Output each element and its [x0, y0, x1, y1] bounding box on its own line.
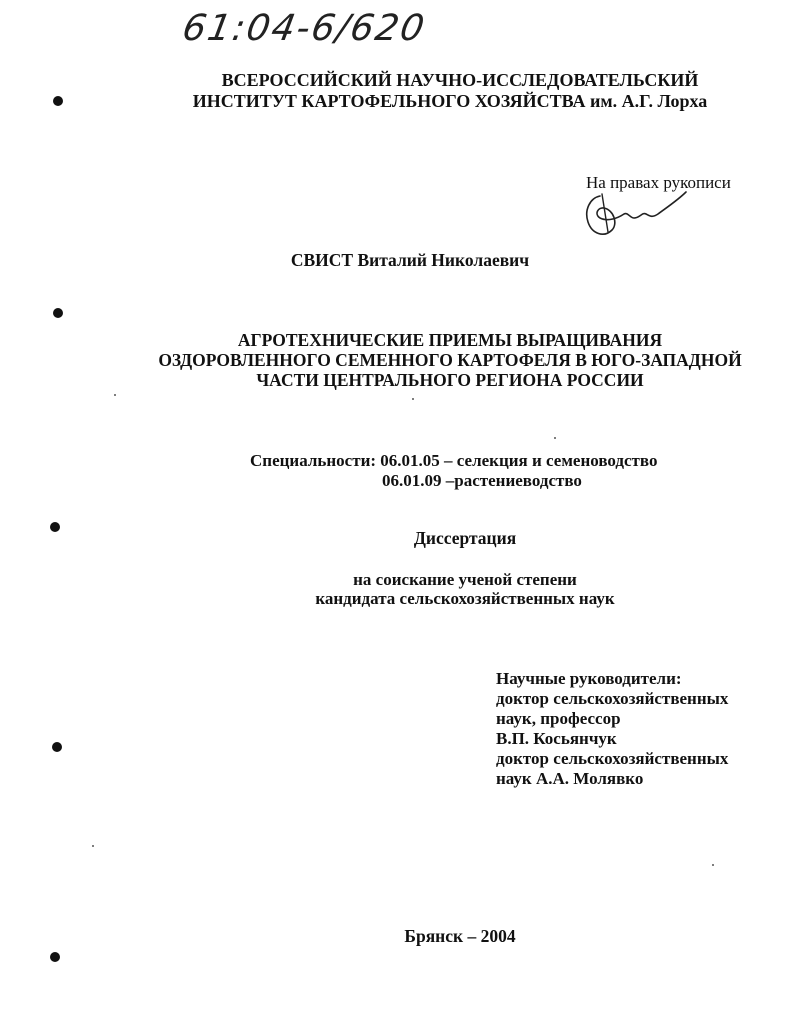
supervisors-line-3: В.П. Косьянчук [496, 729, 617, 748]
punch-hole-icon [53, 308, 63, 318]
scan-speck [712, 864, 714, 866]
scan-speck [114, 394, 116, 396]
supervisors-heading: Научные руководители: [496, 669, 682, 688]
title-line-1: АГРОТЕХНИЧЕСКИЕ ПРИЕМЫ ВЫРАЩИВАНИЯ [237, 330, 663, 350]
punch-hole-icon [50, 522, 60, 532]
title-line-2: ОЗДОРОВЛЕННОГО СЕМЕННОГО КАРТОФЕЛЯ В ЮГО-ЗАПАДНОЙ [158, 350, 742, 370]
punch-hole-icon [50, 952, 60, 962]
scan-speck [554, 437, 556, 439]
scan-speck [92, 845, 94, 847]
signature-icon [578, 188, 693, 243]
degree-line-1: на соискание ученой степени [353, 570, 577, 589]
supervisors-line-1: доктор сельскохозяйственных [496, 689, 729, 708]
specialties-line-2: 06.01.09 –растениеводство [382, 471, 582, 490]
archive-number: 61:04-6/620 [179, 8, 430, 49]
institute-line-1: ВСЕРОССИЙСКИЙ НАУЧНО-ИССЛЕДОВАТЕЛЬСКИЙ [221, 70, 699, 90]
degree-line-2: кандидата сельскохозяйственных наук [315, 589, 615, 608]
supervisors-line-4: доктор сельскохозяйственных [496, 749, 729, 768]
manuscript-rights: На правах рукописи [586, 173, 731, 192]
punch-hole-icon [53, 96, 63, 106]
institute-line-2: ИНСТИТУТ КАРТОФЕЛЬНОГО ХОЗЯЙСТВА им. А.Г. Лорха [192, 91, 708, 111]
specialties-line-1: Специальности: 06.01.05 – селекция и семеноводство [250, 451, 658, 470]
author-name: СВИСТ Виталий Николаевич [290, 250, 530, 270]
supervisors-line-2: наук, профессор [496, 709, 621, 728]
punch-hole-icon [52, 742, 62, 752]
document-type: Диссертация [413, 528, 517, 548]
title-line-3: ЧАСТИ ЦЕНТРАЛЬНОГО РЕГИОНА РОССИИ [256, 370, 644, 390]
supervisors-line-5: наук А.А. Молявко [496, 769, 644, 788]
scan-speck [412, 398, 414, 400]
place-year: Брянск – 2004 [404, 926, 516, 946]
